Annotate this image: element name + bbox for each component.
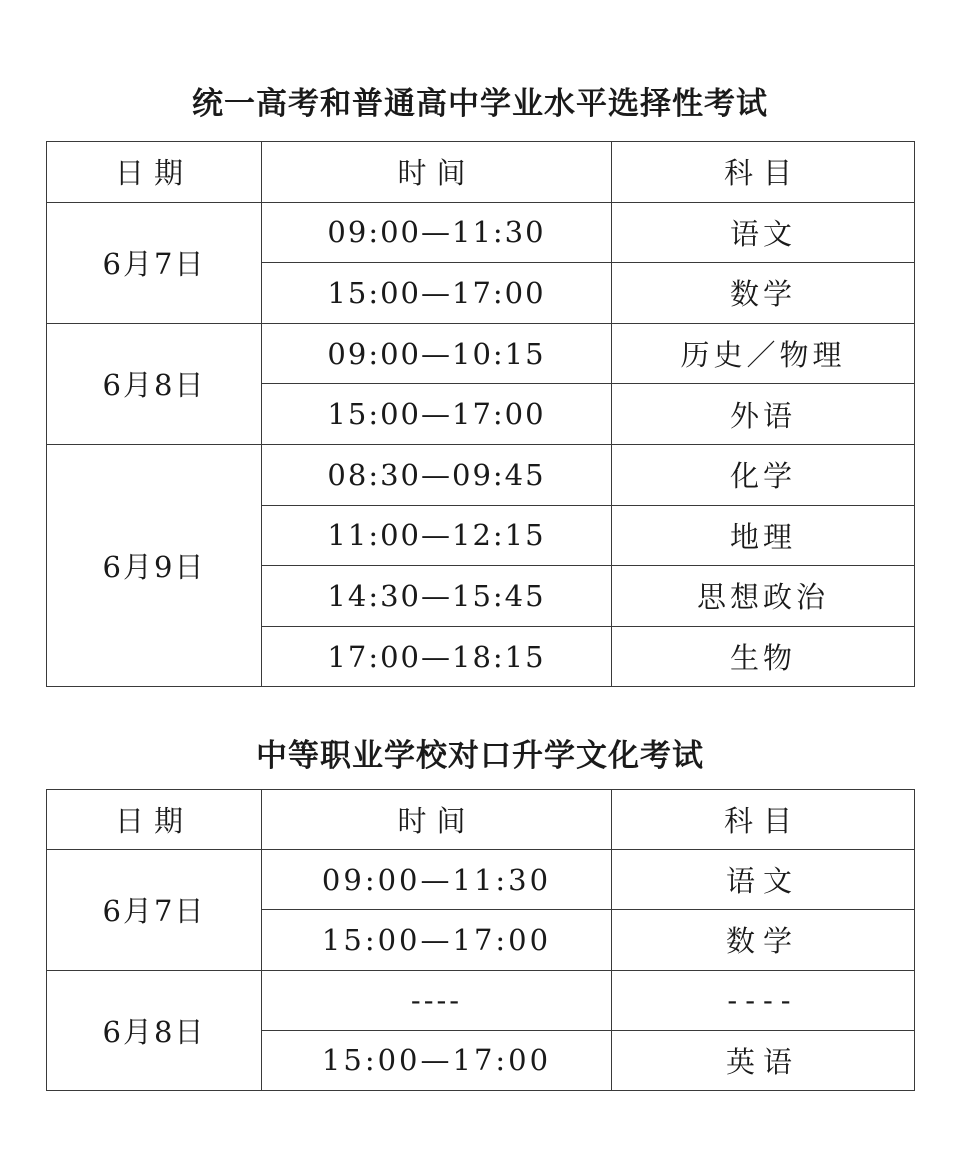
header-time: 时间 [262, 790, 612, 850]
table-row [47, 970, 915, 1030]
date-cell: 6月9日 [47, 444, 262, 686]
time-cell: 09:00—11:30 [262, 202, 612, 263]
subject-cell: 思想政治 [612, 566, 915, 627]
time-cell: 15:00—17:00 [262, 1030, 612, 1090]
section1-title: 统一高考和普通高中学业水平选择性考试 [192, 86, 768, 122]
subject-cell: ---- [612, 970, 915, 1030]
time-cell: 08:30—09:45 [262, 444, 612, 505]
date-cell: 6月7日 [47, 202, 262, 323]
table-row [47, 444, 915, 505]
time-cell: 17:00—18:15 [262, 626, 612, 687]
header-time: 时间 [262, 142, 612, 203]
subject-cell: 地理 [612, 505, 915, 566]
subject-cell: 数学 [612, 910, 915, 970]
time-cell: 14:30—15:45 [262, 566, 612, 627]
time-cell: 15:00—17:00 [262, 910, 612, 970]
subject-cell: 语文 [612, 202, 915, 263]
date-cell: 6月8日 [47, 323, 262, 444]
date-cell: 6月8日 [47, 970, 262, 1090]
exam-schedule-table-1 [46, 141, 915, 687]
subject-cell: 化学 [612, 444, 915, 505]
subject-cell: 语文 [612, 850, 915, 910]
subject-cell: 生物 [612, 626, 915, 687]
time-cell: 11:00—12:15 [262, 505, 612, 566]
time-cell: 09:00—10:15 [262, 323, 612, 384]
time-cell: 09:00—11:30 [262, 850, 612, 910]
header-subject: 科目 [612, 142, 915, 203]
exam-schedule-table-2 [46, 789, 915, 1091]
table-row [47, 202, 915, 263]
table-header-row [47, 142, 915, 203]
time-cell: 15:00—17:00 [262, 263, 612, 324]
header-subject: 科目 [612, 790, 915, 850]
subject-cell: 英语 [612, 1030, 915, 1090]
header-date: 日期 [47, 142, 262, 203]
date-cell: 6月7日 [47, 850, 262, 970]
table-header-row [47, 790, 915, 850]
table-row [47, 850, 915, 910]
table-row [47, 323, 915, 384]
section2-title: 中等职业学校对口升学文化考试 [256, 738, 704, 774]
time-cell: ---- [262, 970, 612, 1030]
subject-cell: 数学 [612, 263, 915, 324]
time-cell: 15:00—17:00 [262, 384, 612, 445]
header-date: 日期 [47, 790, 262, 850]
subject-cell: 外语 [612, 384, 915, 445]
subject-cell: 历史／物理 [612, 323, 915, 384]
